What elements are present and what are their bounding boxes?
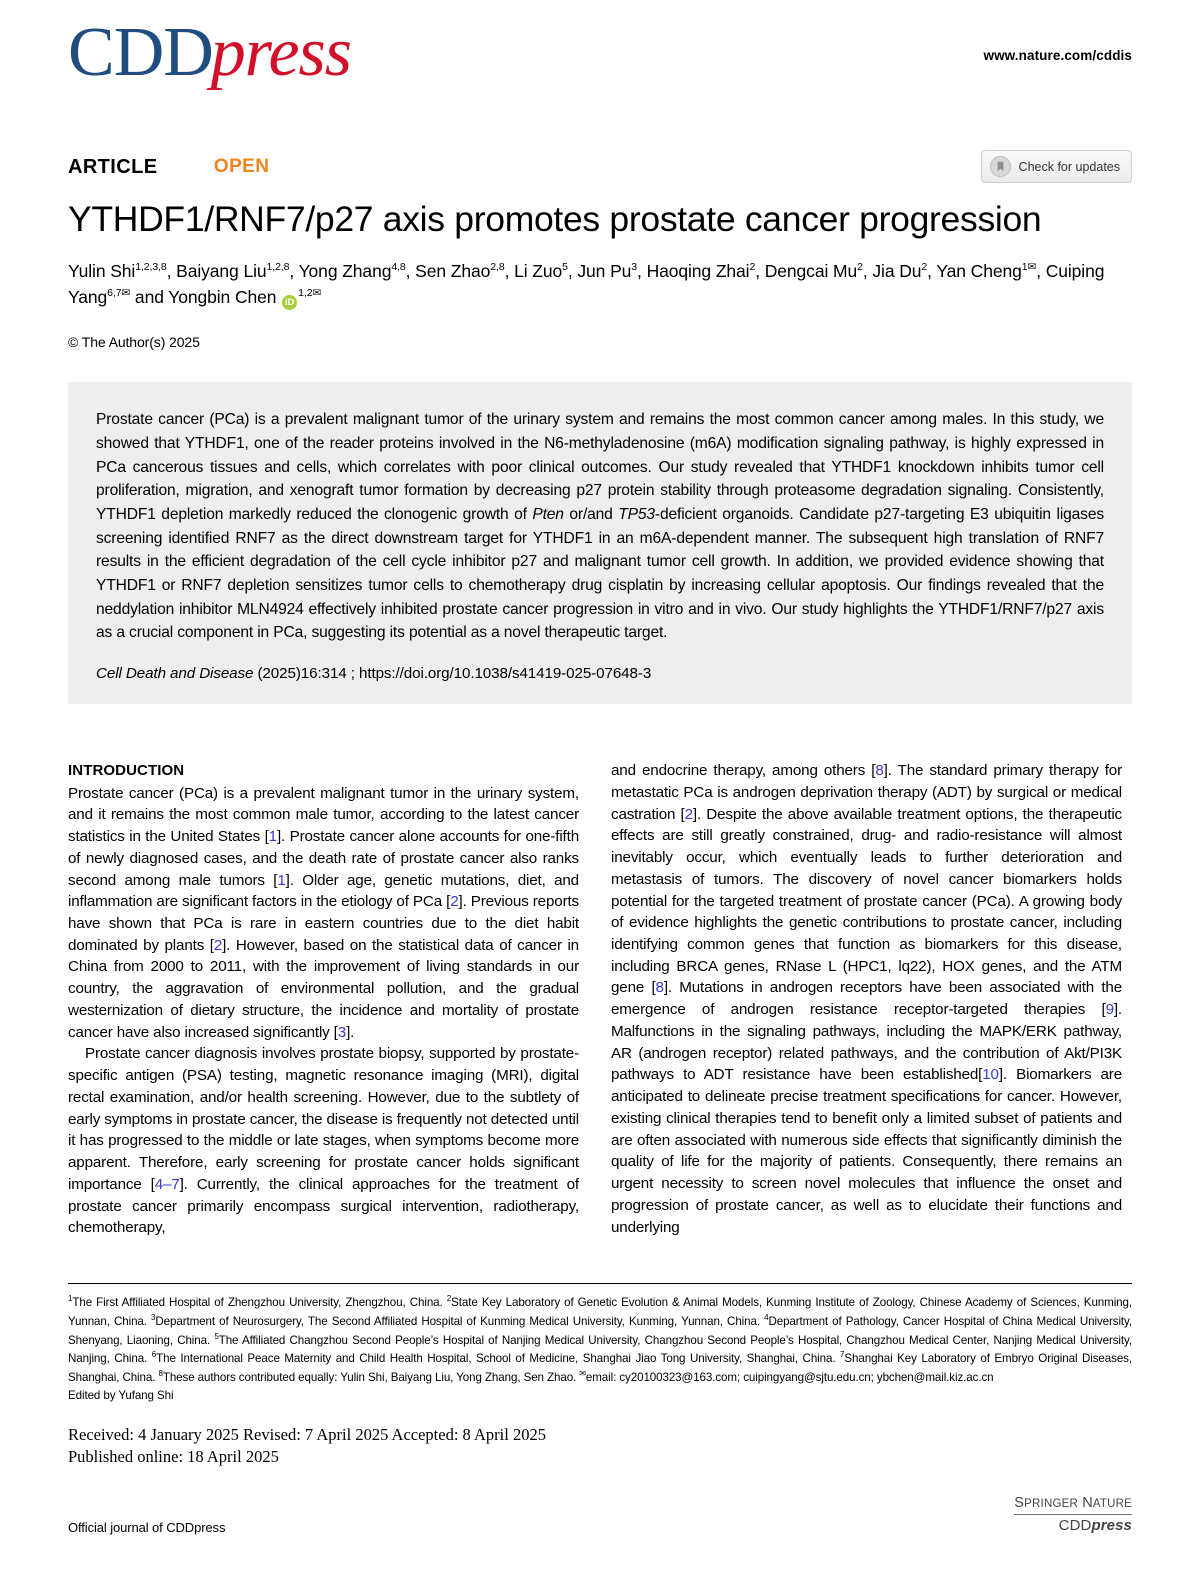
article-label: ARTICLE bbox=[68, 156, 158, 178]
cddpress-logo bbox=[68, 14, 351, 91]
logo-main-text: CDD bbox=[68, 14, 213, 91]
journal-name: Cell Death and Disease bbox=[96, 665, 254, 683]
footer-cdd-text: CDD bbox=[1058, 1517, 1092, 1535]
official-journal-label: Official journal of CDDpress bbox=[68, 1520, 226, 1535]
intro-paragraph-1: Prostate cancer (PCa) is a prevalent malignant tumor in the urinary system, and it remains the most common male tumor, according to the latest cancer statistics in the United States [1]. Prostate cancer alone accounts for one-fifth of newly diagnosed cases, and the death rate of prostate cancer also ranks second among male tumors [1]. Older age, genetic mutations, diet, and inflammation are significant factors in the etiology of PCa [2]. Previous reports have shown that PCa is rare in eastern countries due to the diet habit dominated by plants [2]. However, based on the statistical data of cancer in China from 2000 to 2011, with the improvement of living standards in our country, the aggravation of environmental pollution, and the gradual westernization of dietary structure, the incidence and mortality of prostate cancer have also increased significantly [3]. bbox=[68, 784, 579, 1041]
column-left bbox=[68, 760, 579, 1239]
edited-by-line: Edited by Yufang Shi bbox=[68, 1388, 174, 1402]
springer-nature-label: SPRINGER NATURE bbox=[1014, 1495, 1132, 1512]
logo-accent-text: press bbox=[210, 14, 351, 91]
author-list: Yulin Shi$^{1,2,3,8}$, Baiyang Liu$^{1,2,8}$, Yong Zhang$^{4,8}$, Sen Zhao$^{2,8}$, Li Zuo$^5$, Jun Pu$^3$, Haoqing Zhai$^2$, Dengcai Mu$^2$, Jia Du$^2$, Yan Cheng$^{1✉}$, Cuiping Yang$^{6,7✉}$ and Yongbin Chen $iD^{1,2✉}$ bbox=[68, 260, 1105, 308]
check-for-updates-badge[interactable] bbox=[981, 150, 1132, 183]
published-online-line: Published online: 18 April 2025 bbox=[68, 1447, 279, 1467]
check-for-updates-label: Check for updates bbox=[1018, 159, 1120, 174]
article-type-row bbox=[68, 156, 1132, 198]
page-footer bbox=[68, 1495, 1132, 1535]
masthead bbox=[68, 0, 1132, 120]
abstract-text: Prostate cancer (PCa) is a prevalent malignant tumor of the urinary system and remains the most common cancer among males. In this study, we showed that YTHDF1, one of the reader proteins involved in the N6-methyladenosine (m6A) modification signaling pathway, is highly expressed in PCa cancerous tissues and cells, which correlates with poor clinical outcomes. Our study revealed that YTHDF1 knockdown inhibits tumor cell proliferation, migration, and xenograft tumor formation by decreasing p27 protein stability through proteasome degradation signaling. Consistently, YTHDF1 depletion markedly reduced the clonogenic growth of Pten or/and TP53-deficient organoids. Candidate p27-targeting E3 ubiquitin ligases screening identified RNF7 as the direct downstream target for YTHDF1 in an m6A-dependent manner. The subsequent high translation of RNF7 results in the efficient degradation of the cell cycle inhibitor p27 and malignant tumor cell growth. In addition, we provided evidence showing that YTHDF1 or RNF7 depletion sensitizes tumor cells to chemotherapy drug cisplatin by increasing cellular apoptosis. Our findings revealed that the neddylation inhibitor MLN4924 effectively inhibited prostate cancer progression in vitro and in vivo. Our study highlights the YTHDF1/RNF7/p27 axis as a crucial component in PCa, suggesting its potential as a novel therapeutic target. bbox=[96, 411, 1104, 642]
page-title: YTHDF1/RNF7/p27 axis promotes prostate cancer progression bbox=[68, 199, 1042, 239]
publication-dates bbox=[68, 1424, 1132, 1469]
body-columns bbox=[68, 760, 1132, 1239]
copyright-line: © The Author(s) 2025 bbox=[68, 334, 200, 351]
abstract-box bbox=[68, 382, 1132, 704]
footer-press-text: press bbox=[1091, 1517, 1132, 1535]
springer-divider bbox=[1014, 1514, 1132, 1515]
footnote-divider bbox=[68, 1283, 1132, 1284]
intro-paragraph-2: Prostate cancer diagnosis involves prostate biopsy, supported by prostate-specific antigen (PSA) testing, magnetic resonance imaging (MRI), digital rectal examination, and/or health screening. However, due to the subtlety of early symptoms in prostate cancer, the disease is frequently not detected until it has progressed to the middle or late stages, when symptoms become more apparent. Therefore, early screening for prostate cancer holds significant importance [4–7]. Currently, the clinical approaches for the treatment of prostate cancer primarily encompass surgical intervention, radiotherapy, chemotherapy, bbox=[68, 1045, 579, 1237]
column-right bbox=[611, 760, 1122, 1239]
footer-cddpress-label bbox=[1014, 1517, 1132, 1535]
journal-url[interactable]: www.nature.com/cddis bbox=[983, 48, 1132, 63]
affiliations-text: $^1$The First Affiliated Hospital of Zhengzhou University, Zhengzhou, China. $^2$State Key Laboratory of Genetic Evolution & Animal Models, Kunming Institute of Zoology, Chinese Academy of Sciences, Kunming, Yunnan, China. $^3$Department of Neurosurgery, The Second Affiliated Hospital of Kunming Medical University, Kunming, Yunnan, China. $^4$Department of Pathology, Cancer Hospital of China Medical University, Shenyang, Liaoning, China. $^5$The Affiliated Changzhou Second People’s Hospital of Nanjing Medical University, Changzhou Second People’s Hospital, Changzhou Medical Center, Nanjing Medical University, Nanjing, China. $^6$The International Peace Maternity and Child Health Hospital, School of Medicine, Shanghai Jiao Tong University, Shanghai, China. $^7$Shanghai Key Laboratory of Embryo Original Diseases, Shanghai, China. $^8$These authors contributed equally: Yulin Shi, Baiyang Liu, Yong Zhang, Sen Zhao. ✉email: cy20100323@163.com; cuipingyang@sjtu.edu.cn; ybchen@mail.kiz.ac.cn bbox=[68, 1294, 1132, 1385]
section-heading-introduction: INTRODUCTION bbox=[68, 762, 185, 780]
received-line: Received: 4 January 2025 Revised: 7 April 2025 Accepted: 8 April 2025 bbox=[68, 1424, 546, 1444]
citation-line bbox=[96, 665, 1104, 682]
springer-nature-mark bbox=[1014, 1495, 1132, 1535]
intro-paragraph-3: and endocrine therapy, among others [8]. The standard primary therapy for metastatic PCa is androgen deprivation therapy (ADT) by surgical or medical castration [2]. Despite the above available treatment options, the therapeutic effects are still greatly constrained, drug- and radio-resistance will almost inevitably occur, which eventually leads to further deterioration and metastasis of tumors. The discovery of novel cancer biomarkers holds potential for the targeted treatment of prostate cancer (PCa). A growing body of evidence highlights the genetic contributions to prostate cancer, including identifying common genes that function as biomarkers for this disease, including BRCA genes, RNase L (HPC1, lq22), HOX genes, and the ATM gene [8]. Mutations in androgen receptors have been associated with the emergence of androgen resistance receptor-targeted therapies [9]. Malfunctions in the signaling pathways, including the MAPK/ERK pathway, AR (androgen receptor) related pathways, and the contribution of Akt/PI3K pathways to ADT resistance have been established[10]. Biomarkers are anticipated to delineate precise treatment specifications for cancer. However, existing clinical therapies tend to benefit only a limited subset of patients and are often associated with numerous side effects that significantly diminish the quality of life for the majority of patients. Consequently, there remains an urgent necessity to screen novel molecules that influence the onset and progression of prostate cancer, as well as to elucidate their functions and underlying bbox=[611, 762, 1123, 1236]
crossmark-icon bbox=[990, 156, 1011, 177]
open-access-label: OPEN bbox=[213, 156, 270, 177]
footnotes-block bbox=[68, 1283, 1132, 1468]
citation-details[interactable]: (2025)16:314 ; https://doi.org/10.1038/s41419-025-07648-3 bbox=[253, 665, 652, 683]
